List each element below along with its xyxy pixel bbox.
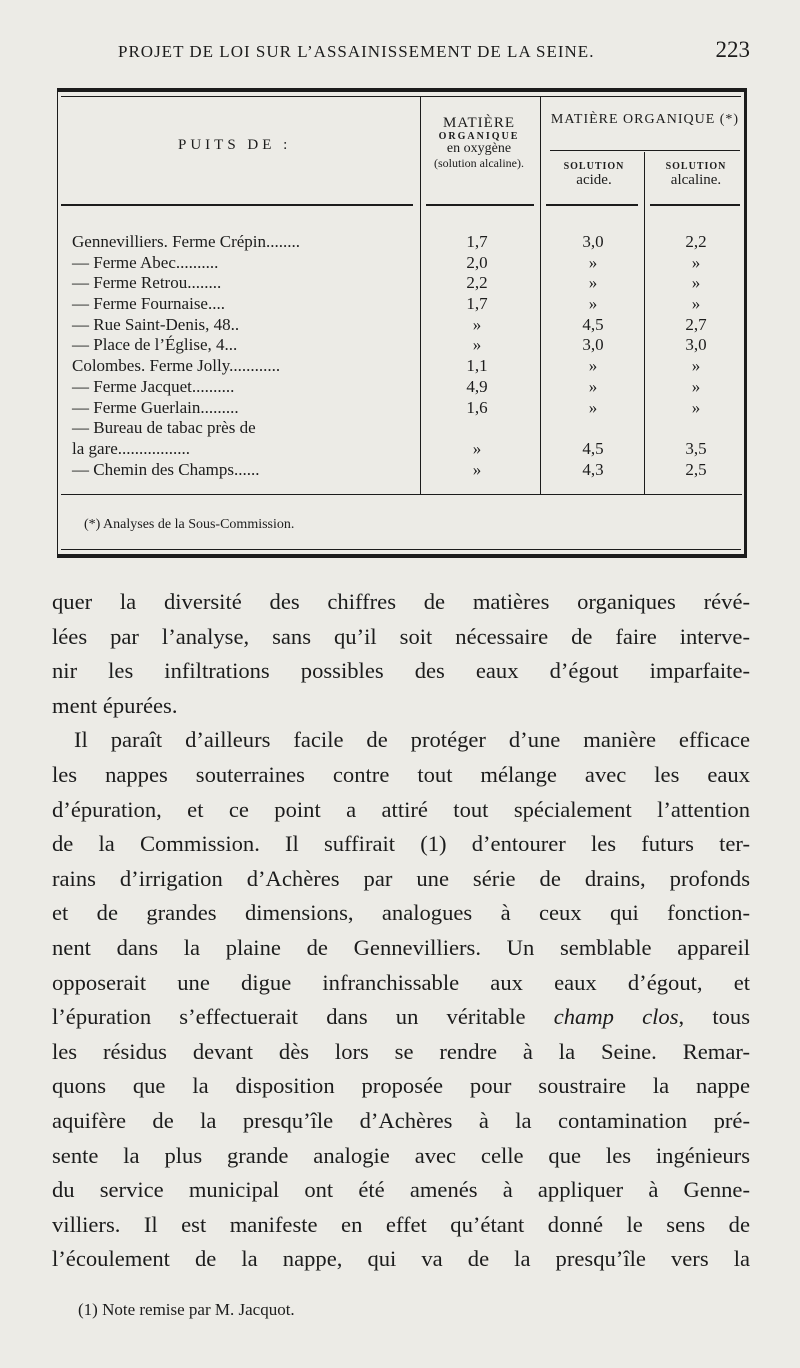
body-line: sente la plus grande analogie avec celle que les ingénieurs bbox=[52, 1142, 750, 1168]
data-table bbox=[57, 88, 747, 558]
table-row: — Ferme Jacquet.......... 4,9 » » bbox=[72, 376, 701, 396]
body-line: quer la diversité des chiffres de matières organiques révé- bbox=[52, 589, 750, 614]
body-line: les nappes souterraines contre tout mélange avec les eaux bbox=[52, 761, 750, 787]
body-line: Il paraît d’ailleurs facile de protéger d’une manière efficace bbox=[74, 727, 750, 753]
body-line: lées par l’analyse, sans qu’il soit nécessaire de faire interve- bbox=[52, 623, 750, 649]
table-note: (*) Analyses de la Sous-Commission. bbox=[84, 517, 295, 532]
body-line: l’épuration s’effectuerait dans un véritable champ clos, tous bbox=[52, 1004, 750, 1030]
page-number: 223 bbox=[715, 37, 750, 62]
header-matiere-organique: MATIÈRE ORGANIQUE (*) bbox=[550, 112, 740, 127]
table-row: — Rue Saint-Denis, 48.. » 4,5 2,7 bbox=[72, 314, 707, 334]
table-row: la gare................. » 4,5 3,5 bbox=[72, 438, 707, 458]
body-text bbox=[52, 585, 750, 1277]
table-row: — Ferme Retrou........ 2,2 » » bbox=[72, 273, 701, 293]
body-line: nir les infiltrations possibles des eaux d’égout imparfaite- bbox=[52, 658, 750, 684]
body-line: d’épuration, et ce point a attiré tout spécialement l’attention bbox=[52, 796, 750, 822]
table-row: — Chemin des Champs...... » 4,3 2,5 bbox=[72, 459, 707, 479]
header-rule bbox=[426, 204, 534, 206]
italic-phrase: champ clos bbox=[553, 1004, 679, 1030]
body-line: villiers. Il est manifeste en effet qu’étant donné le sens de bbox=[52, 1211, 750, 1237]
table-row: — Ferme Guerlain......... 1,6 » » bbox=[72, 397, 701, 417]
table-row: — Place de l’Église, 4... » 3,0 3,0 bbox=[72, 335, 707, 355]
header-puits: PUITS DE : bbox=[178, 137, 292, 153]
header-rule bbox=[546, 204, 638, 206]
table-row: Gennevilliers. Ferme Crépin........ 1,7 3,0 2,2 bbox=[72, 232, 707, 251]
body-line: du service municipal ont été amenés à appliquer à Genne- bbox=[52, 1177, 750, 1203]
body-line: aquifère de la presqu’île d’Achères à la contamination pré- bbox=[52, 1107, 750, 1133]
header-matiere-oxygene: MATIÈRE ORGANIQUE en oxygène (solution alcaline). bbox=[434, 115, 524, 170]
table-row: — Bureau de tabac près de bbox=[72, 418, 256, 438]
table-row: Colombes. Ferme Jolly............ 1,1 » » bbox=[72, 356, 701, 376]
body-line: nent dans la plaine de Gennevilliers. Un semblable appareil bbox=[52, 934, 750, 960]
table-rule bbox=[61, 549, 741, 550]
body-line: rains d’irrigation d’Achères par une série de drains, profonds bbox=[52, 865, 750, 891]
header-rule bbox=[650, 204, 740, 206]
table-body-rule bbox=[61, 494, 742, 495]
table-row: — Ferme Fournaise.... 1,7 » » bbox=[72, 294, 701, 314]
body-line: ment épurées. bbox=[52, 692, 178, 718]
table-rule bbox=[61, 96, 741, 97]
running-title: PROJET DE LOI SUR L’ASSAINISSEMENT DE LA SEINE. bbox=[118, 42, 595, 61]
body-line: l’écoulement de la nappe, qui va de la presqu’île vers la bbox=[52, 1246, 750, 1272]
body-line: opposerait une digue infranchissable aux eaux d’égout, et bbox=[52, 969, 750, 995]
body-line: les résidus devant dès lors se rendre à la Seine. Remar- bbox=[52, 1038, 750, 1064]
table-rows bbox=[68, 232, 748, 480]
body-line: quons que la disposition proposée pour soustraire la nappe bbox=[52, 1073, 750, 1099]
body-line: et de grandes dimensions, analogues à ceux qui fonction- bbox=[52, 900, 750, 926]
footnote: (1) Note remise par M. Jacquot. bbox=[78, 1300, 295, 1319]
header-rule bbox=[61, 204, 413, 206]
table-row: — Ferme Abec.......... 2,0 » » bbox=[72, 252, 701, 272]
group-rule bbox=[550, 150, 740, 151]
header-solution-acide: SOLUTION acide. bbox=[563, 161, 625, 188]
body-line: de la Commission. Il suffirait (1) d’entourer les futurs ter- bbox=[52, 831, 750, 857]
header-solution-alcaline: SOLUTION alcaline. bbox=[665, 161, 727, 188]
